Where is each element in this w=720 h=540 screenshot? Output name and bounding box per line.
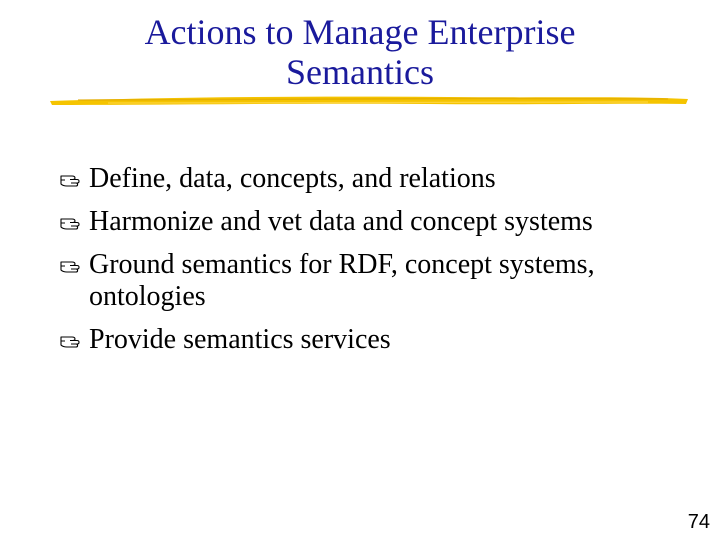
title-line: Actions to Manage Enterprise	[144, 12, 576, 52]
pointing-hand-icon	[60, 332, 82, 349]
bullet-item	[60, 206, 620, 238]
bullet-item	[60, 324, 620, 356]
title-line: Semantics	[286, 52, 434, 92]
page-number: 74	[687, 511, 710, 533]
pointing-hand-icon	[60, 171, 82, 188]
pointing-hand-icon	[60, 214, 82, 231]
pointing-hand-icon	[60, 257, 82, 274]
slide-title	[60, 12, 660, 92]
bullet-text: Ground semantics for RDF, concept systems, ontologies	[89, 249, 595, 312]
bullet-text: Harmonize and vet data and concept systems	[89, 206, 593, 237]
bullet-item	[60, 249, 620, 313]
title-underline-brush	[48, 92, 690, 108]
bullet-item	[60, 163, 620, 195]
bullet-list	[60, 163, 620, 367]
bullet-text: Provide semantics services	[89, 324, 391, 355]
bullet-text: Define, data, concepts, and relations	[89, 163, 496, 194]
